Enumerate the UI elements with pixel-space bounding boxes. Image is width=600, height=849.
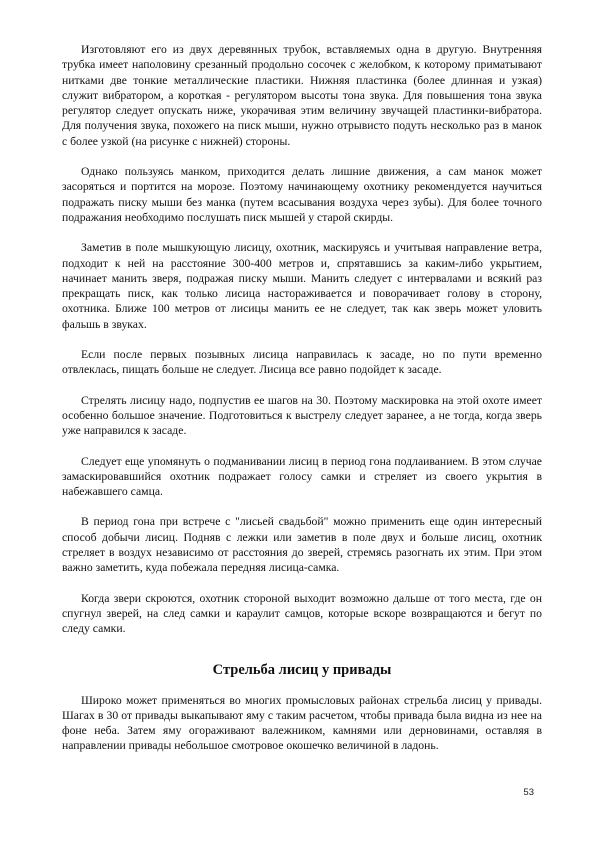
page-body (62, 42, 542, 769)
section-heading: Стрельба лисиц у привады (212, 661, 392, 678)
paragraph-2: Однако пользуясь манком, приходится делать лишние движения, а сам манок может засоряться и портится на морозе. Поэтому начинающему охотнику рекомендуется научиться подражать писку мыши без манка (путем всасывания воздуха через зубы). Для более точного подражания необходимо послушать писк мышей у старой скирды. (62, 165, 542, 224)
paragraph-1: Изготовляют его из двух деревянных трубок, вставляемых одна в другую. Внутренняя трубка имеет наполовину срезанный продольно сосочек с желобком, к которому приматывают нитками две тонкие металлические пластики. Нижняя пластинка (более длинная и узкая) служит вибратором, а короткая - регулятором высоты тона звука. Для повышения тона звука регулятор следует опускать ниже, укорачивая этим величину звучащей пластинки-вибратора. Для получения звука, похожего на писк мыши, нужно отрывисто подуть несколько раз в манок с более узкой (на рисунке с нижней) стороны. (62, 43, 542, 148)
paragraph-5: Стрелять лисицу надо, подпустив ее шагов на 30. Поэтому маскировка на этой охоте имеет особенно большое значение. Подготовиться к выстрелу следует заранее, а не тогда, когда зверь уже направился к засаде. (62, 393, 542, 438)
paragraph-4: Если после первых позывных лисица направилась к засаде, но по пути временно отвлеклась, пищать больше не следует. Лисица все равно подойдет к засаде. (62, 348, 542, 377)
paragraph-3: Заметив в поле мышкующую лисицу, охотник, маскируясь и учитывая направление ветра, подходит к ней на расстояние 300-400 метров и, спрятавшись за каким-либо укрытием, начинает манить зверя, подражая писку мыши. Манить следует с интервалами и всякий раз прекращать писк, как только лисица настораживается и поворачивает голову в сторону, охотника. Ближе 100 метров от лисицы манить ее не следует, так как зверь может уловить фальшь в звуках. (62, 241, 542, 331)
paragraph-8: Когда звери скроются, охотник стороной выходит возможно дальше от того места, где он спугнул зверей, на след самки и караулит самцов, которые вскоре возвращаются и бегут по следу самки. (62, 591, 542, 636)
paragraph-9: Широко может применяться во многих промысловых районах стрельба лисиц у привады. Шагах в 30 от привады выкапывают яму с таким расчетом, чтобы привада была видна из нее на фоне неба. Затем яму огораживают валежником, камнями или дерновинами, оставляя в направлении привады небольшое смотровое окошечко величиной в ладонь. (62, 693, 542, 753)
page-number: 53 (523, 787, 534, 798)
paragraph-6: Следует еще упомянуть о подманивании лисиц в период гона подлаиванием. В этом случае замаскировавшийся охотник подражает голосу самки и стреляет из своего укрытия в набежавшего самца. (62, 454, 542, 499)
paragraph-7: В период гона при встрече с "лисьей свадьбой" можно применить еще один интересный способ добычи лисиц. Подняв с лежки или заметив в поле двух и больше лисиц, охотник стреляет в воздух независимо от расстояния до зверей, стремясь разогнать их этим. При этом важно заметить, куда побежала передняя лисица-самка. (62, 515, 542, 575)
